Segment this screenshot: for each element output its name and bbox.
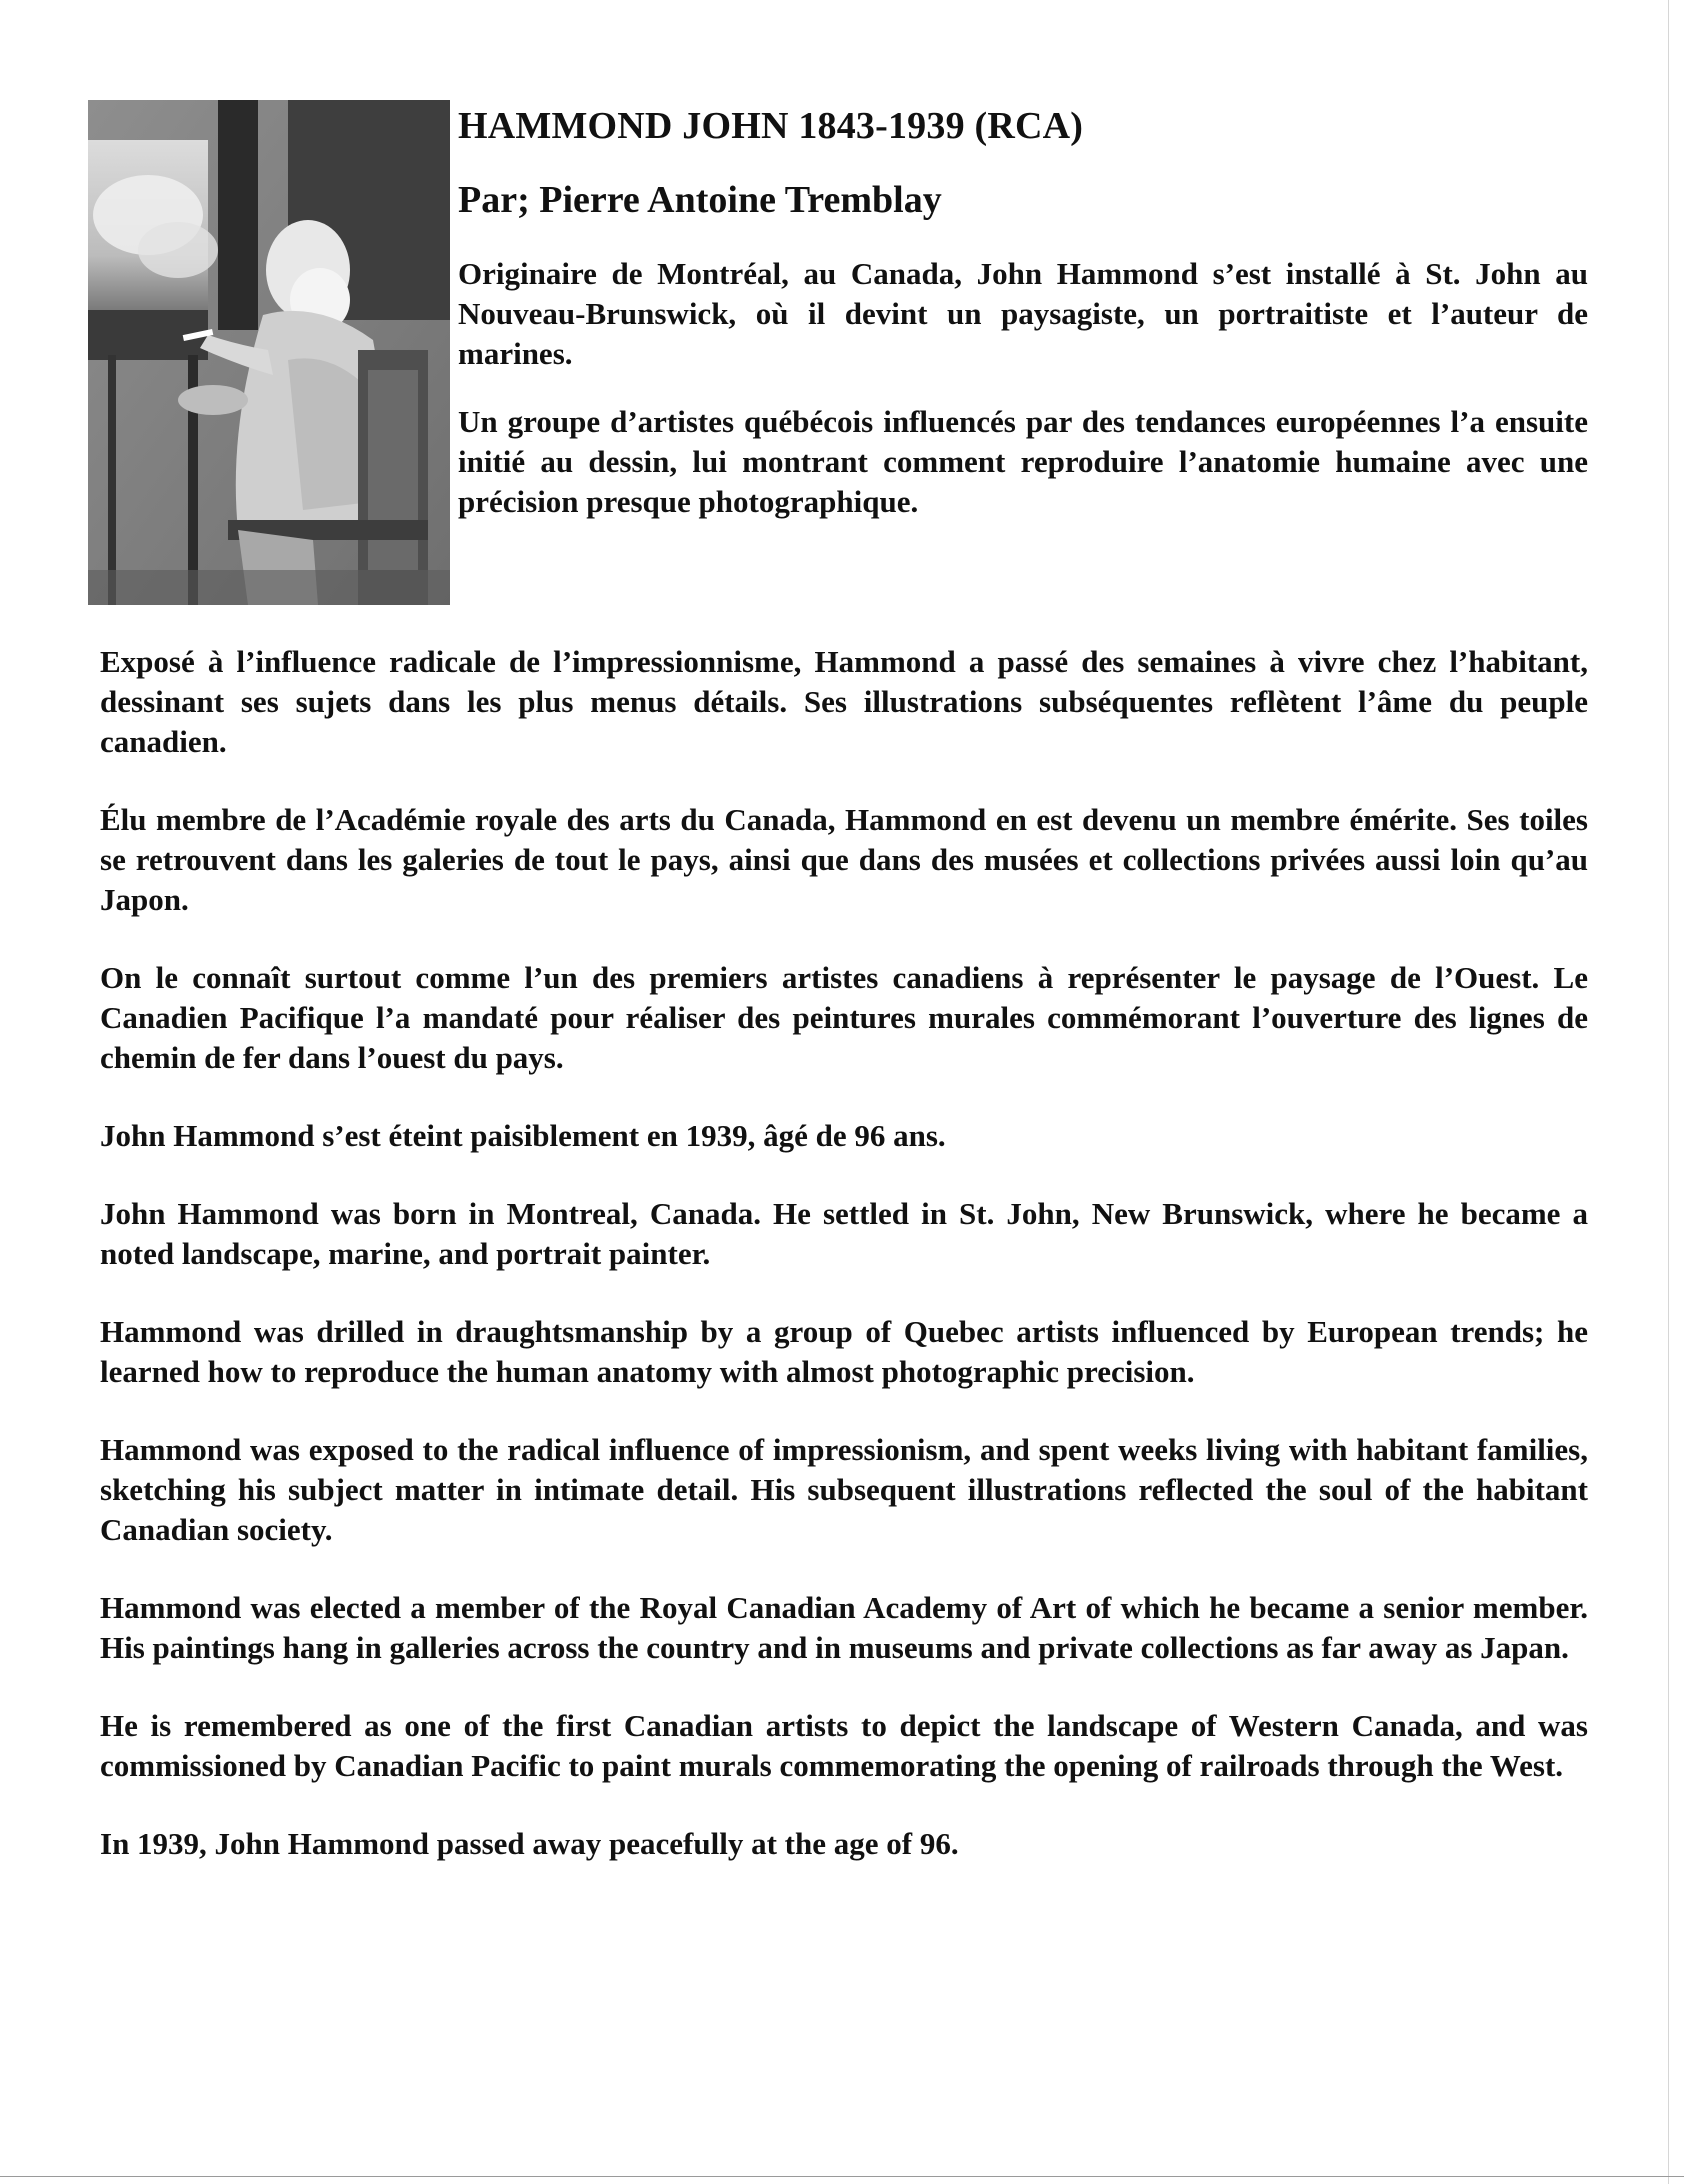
french-paragraph-4: Élu membre de l’Académie royale des arts du Canada, Hammond en est devenu un membre émérite. Ses toiles se retrouvent dans les galeries de tout le pays, ainsi que dans des musées et collections privées aussi loin qu’au Japon. [100, 802, 1588, 917]
scan-edge-line [1668, 0, 1669, 2184]
portrait-photo-icon [88, 100, 450, 605]
author-byline: Par; Pierre Antoine Tremblay [458, 179, 942, 221]
french-paragraph-1: Originaire de Montréal, au Canada, John Hammond s’est installé à St. John au Nouveau-Brunswick, où il devint un paysagiste, un portraitiste et l’auteur de marines. [458, 256, 1588, 371]
scan-bottom-line [0, 2176, 1684, 2177]
document-title: HAMMOND JOHN 1843-1939 (RCA) [458, 105, 1084, 147]
english-paragraph-1: John Hammond was born in Montreal, Canada. He settled in St. John, New Brunswick, where he became a noted landscape, marine, and portrait painter. [100, 1196, 1588, 1271]
english-paragraph-6: In 1939, John Hammond passed away peacefully at the age of 96. [100, 1826, 959, 1861]
french-paragraph-2: Un groupe d’artistes québécois influencés par des tendances européennes l’a ensuite initié au dessin, lui montrant comment reproduire l’anatomie humaine avec une précision presque photographique. [458, 404, 1588, 519]
french-paragraph-3: Exposé à l’influence radicale de l’impressionnisme, Hammond a passé des semaines à vivre chez l’habitant, dessinant ses sujets dans les plus menus détails. Ses illustrations subséquentes reflètent l’âme du peuple canadien. [100, 644, 1588, 759]
french-paragraph-5: On le connaît surtout comme l’un des premiers artistes canadiens à représenter le paysage de l’Ouest. Le Canadien Pacifique l’a mandaté pour réaliser des peintures murales commémorant l’ouverture des lignes de chemin de fer dans l’ouest du pays. [100, 960, 1588, 1075]
english-paragraph-3: Hammond was exposed to the radical influence of impressionism, and spent weeks living with habitant families, sketching his subject matter in intimate detail. His subsequent illustrations reflected the soul of the habitant Canadian society. [100, 1432, 1588, 1547]
english-paragraph-5: He is remembered as one of the first Canadian artists to depict the landscape of Western Canada, and was commissioned by Canadian Pacific to paint murals commemorating the opening of railroads through the West. [100, 1708, 1588, 1783]
header-block [458, 100, 1588, 522]
portrait-photo [88, 100, 450, 605]
french-paragraph-6: John Hammond s’est éteint paisiblement en 1939, âgé de 96 ans. [100, 1118, 946, 1153]
body-block [100, 642, 1588, 1902]
english-paragraph-4: Hammond was elected a member of the Royal Canadian Academy of Art of which he became a senior member. His paintings hang in galleries across the country and in museums and private collections as far away as Japan. [100, 1590, 1588, 1665]
english-paragraph-2: Hammond was drilled in draughtsmanship by a group of Quebec artists influenced by European trends; he learned how to reproduce the human anatomy with almost photographic precision. [100, 1314, 1588, 1389]
